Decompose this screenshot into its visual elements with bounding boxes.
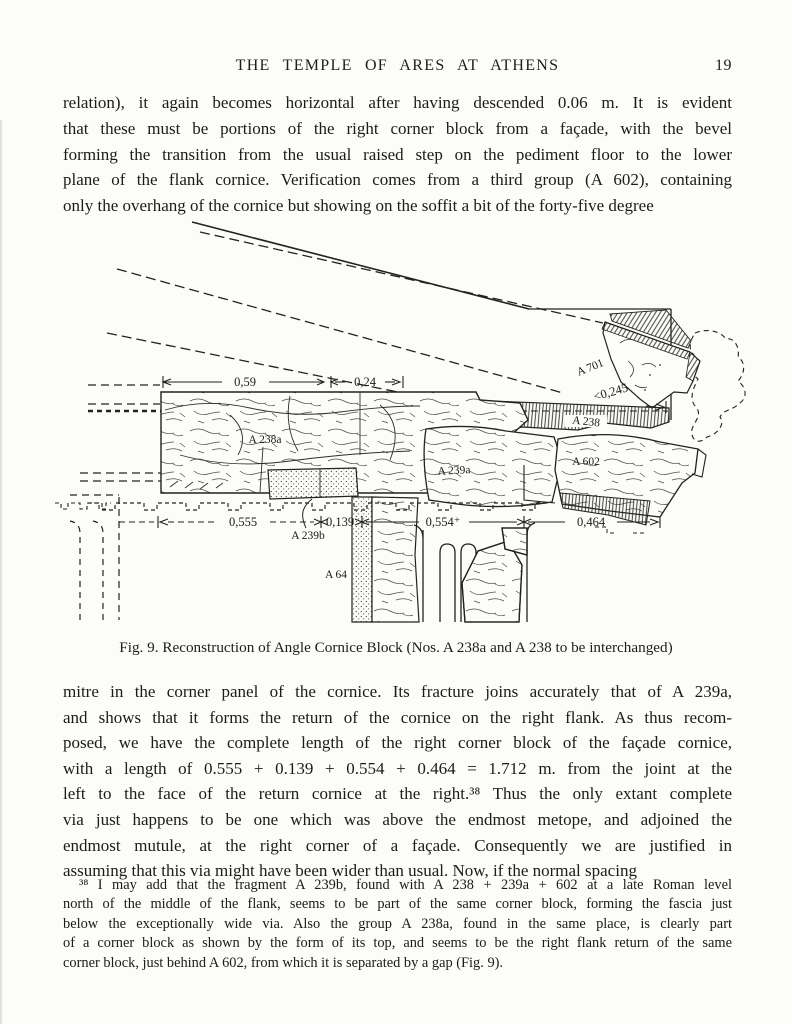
dim-0-139: 0,139 [325,515,355,529]
label-a239a: A 239a [437,464,471,478]
dim-0-464: 0,464 [576,515,606,529]
text-line: north of the middle of the flank, seems to be part of the same corner block, forming the fascia just [63,896,732,913]
fascia-block-a239b [268,468,358,499]
text-line: and shows that it forms the return of the cornice on the right flank. As thus recom- [63,707,732,727]
label-a239b: A 239b [291,530,325,542]
dim-0-554: 0,554⁺ [425,515,461,529]
dim-0-24: 0,24 [354,375,376,389]
figure-9-drawing [50,215,760,630]
text-line: endmost mutule, at the right corner of a façade. Consequently we are justified in [63,835,732,855]
text-line: ³⁸ I may add that the fragment A 239b, found with A 238 + 239a + 602 at a late Roman level [79,877,732,893]
paragraph-2 [63,679,732,884]
text-line: plane of the flank cornice. Verification comes from a third group (A 602), containing [63,170,732,190]
text-line: relation), it again becomes horizontal after having descended 0.06 m. It is evident [63,93,732,112]
text-line: only the overhang of the cornice but showing on the soffit a bit of the forty-five degree [63,196,654,216]
text-line: assuming that this via might have been wider than usual. Now, if the normal spacing [63,861,637,881]
page-number: 19 [715,57,732,74]
text-line: of a corner block as shown by the form of its top, and seems to be the right flank return of the same [63,935,732,952]
text-line: that these must be portions of the right corner block from a façade, with the bevel [63,118,732,138]
text-line: mitre in the corner panel of the cornice. Its fracture joins accurately that of A 239a, [63,682,732,701]
label-a701: A 701 [575,357,606,379]
text-line: forming the transition from the usual raised step on the pediment floor to the lower [63,144,732,164]
flank-cornice-dashed-lines [55,385,161,620]
text-line: with a length of 0.555 + 0.139 + 0.554 + 0.464 = 1.712 m. from the joint at the [63,758,732,778]
running-head-title: THE TEMPLE OF ARES AT ATHENS [235,57,560,74]
missing-fragment-dashed-outline [690,331,745,442]
dim-0-555: 0,555 [228,515,258,529]
dim-0-59: 0,59 [234,375,256,389]
broken-rock-strip [372,497,419,622]
text-line: via just happens to be one which was above the endmost metope, and adjoined the [63,809,732,829]
label-a64: A 64 [324,569,347,581]
footnote-38 [63,876,732,973]
label-a239b-leader [303,499,312,528]
label-a602: A 602 [572,456,600,468]
text-line: below the exceptionally wide via. Also the group A 238a, found in the same place, is clearly part [63,915,732,932]
text-line: corner block, just behind A 602, from which it is separated by a gap (Fig. 9). [63,954,504,971]
label-a238: A 238 [571,414,601,430]
figure-caption: Fig. 9. Reconstruction of Angle Cornice Block (Nos. A 238a and A 238 to be interchanged) [119,639,673,656]
doric-column-top [414,523,535,622]
paragraph-1 [63,90,732,219]
dim-0-245: <0,245 [591,380,630,404]
label-a238a: A 238a [248,434,282,446]
architrave-strip-a64 [352,497,372,622]
text-line: left to the face of the return cornice at the right.³⁸ Thus the only extant complete [63,784,732,804]
text-line: posed, we have the complete length of the right corner block of the façade cornice, [63,733,732,753]
running-head [63,57,732,77]
